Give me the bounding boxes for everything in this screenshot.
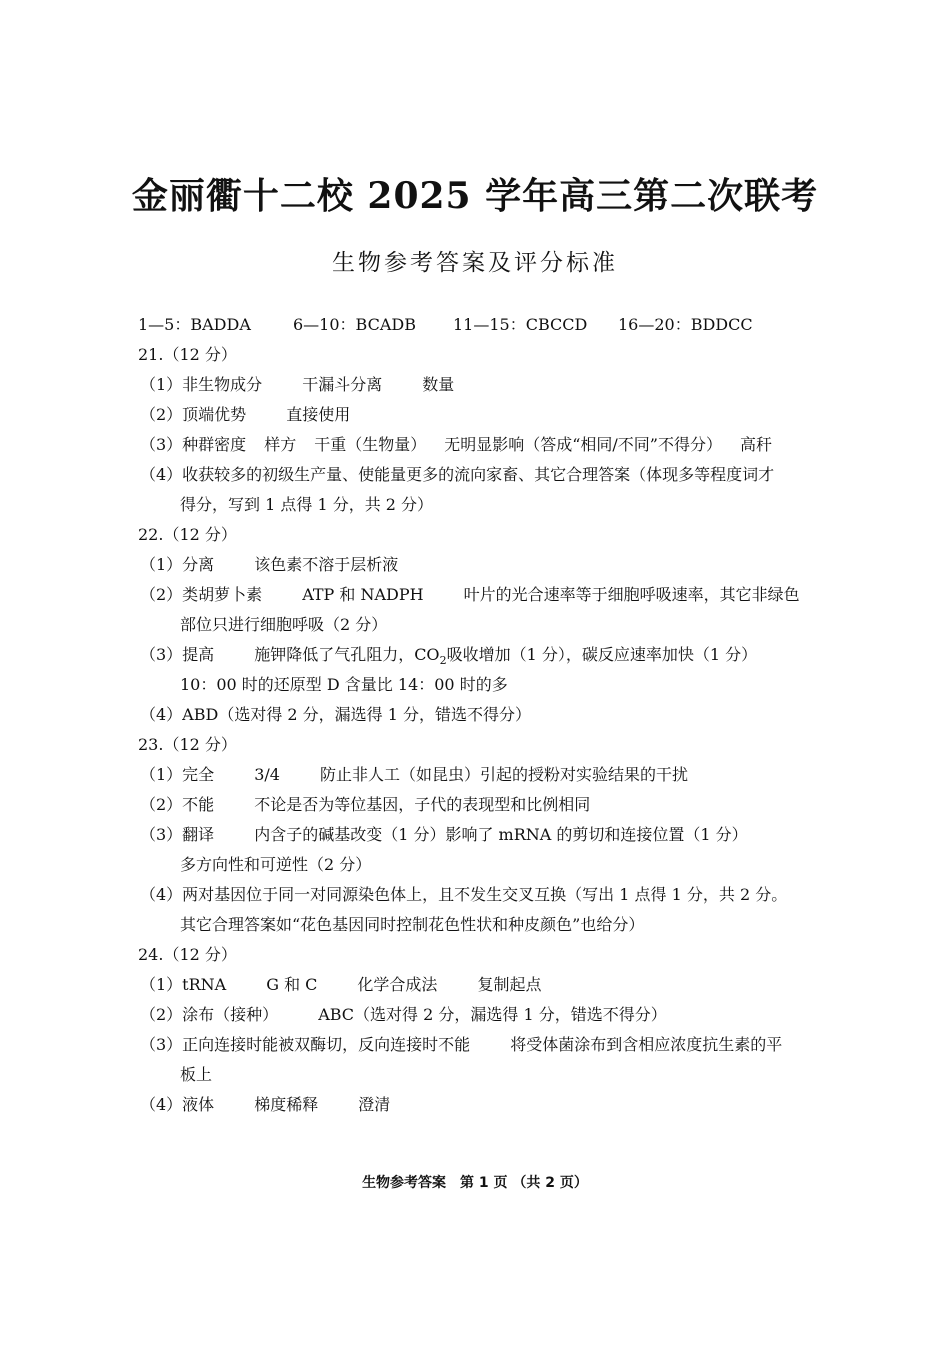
q23-answer-4-line-1: （4）两对基因位于同一对同源染色体上，且不发生交叉互换（写出 1 点得 1 分，共 2 分。 (140, 885, 788, 904)
mcq-group-2: 6—10：BCADB (293, 315, 416, 334)
q22-answer-3: （3）提高 施钾降低了气孔阻力，$CO_2$吸收增加（1 分），碳反应速率加快（1 分） (140, 645, 758, 668)
q22-answer-1: （1）分离 该色素不溶于层析液 (140, 555, 399, 574)
q21-answer-4-line-1: （4）收获较多的初级生产量、使能量更多的流向家畜、其它合理答案（体现多等程度词才 (140, 465, 775, 484)
q21-header: 21.（12 分） (138, 345, 237, 364)
q24-header: 24.（12 分） (138, 945, 237, 964)
q24-answer-3: （3）正向连接时能被双酶切，反向连接时不能 将受体菌涂布到含相应浓度抗生素的平 (140, 1035, 783, 1054)
mcq-answers (138, 310, 838, 340)
q21-answer-3: （3）种群密度 样方 干重（生物量） 无明显影响（答成“相同/不同”不得分） 高秆 (140, 435, 772, 454)
page-footer: 生物参考答案 第 1 页 （共 2 页） (362, 1175, 588, 1191)
q24-answer-4: （4）液体 梯度稀释 澄清 (140, 1095, 391, 1114)
q21-answer-1: （1）非生物成分 干漏斗分离 数量 (140, 375, 455, 394)
mcq-group-4: 16—20：BDDCC (618, 315, 753, 334)
q23-answer-3-line-2: 多方向性和可逆性（2 分） (180, 855, 372, 874)
q23-answer-3: （3）翻译 内含子的碱基改变（1 分）影响了 mRNA 的剪切和连接位置（1 分） (140, 825, 748, 844)
q21-answer-2: （2）顶端优势 直接使用 (140, 405, 351, 424)
mcq-group-1: 1—5：BADDA (138, 315, 251, 334)
q22-answer-4: （4）ABD（选对得 2 分，漏选得 1 分，错选不得分） (140, 705, 532, 724)
q22-answer-2: （2）类胡萝卜素 ATP 和 NADPH 叶片的光合速率等于细胞呼吸速率，其它非绿色 (140, 585, 800, 604)
q23-answer-2: （2）不能 不论是否为等位基因，子代的表现型和比例相同 (140, 795, 591, 814)
q24-answer-3-line-2: 板上 (180, 1065, 213, 1084)
mcq-group-3: 11—15：CBCCD (453, 315, 588, 334)
q24-answer-1: （1）tRNA G 和 C 化学合成法 复制起点 (140, 975, 542, 994)
q24-answer-2: （2）涂布（接种） ABC（选对得 2 分，漏选得 1 分，错选不得分） (140, 1005, 667, 1024)
document-subtitle: 生物参考答案及评分标准 (332, 250, 618, 276)
q22-header: 22.（12 分） (138, 525, 237, 544)
answer-content (138, 310, 838, 1120)
q23-answer-1: （1）完全 3/4 防止非人工（如昆虫）引起的授粉对实验结果的干扰 (140, 765, 688, 784)
q22-answer-3-line-2: 10：00 时的还原型 D 含量比 14：00 时的多 (180, 675, 508, 694)
q23-answer-4-line-2: 其它合理答案如“花色基因同时控制花色性状和种皮颜色”也给分） (180, 915, 645, 934)
q22-answer-2-line-2: 部位只进行细胞呼吸（2 分） (180, 615, 388, 634)
q21-answer-4-line-2: 得分，写到 1 点得 1 分，共 2 分） (180, 495, 434, 514)
document-title: 金丽衢十二校 2025 学年高三第二次联考 (131, 175, 819, 217)
q23-header: 23.（12 分） (138, 735, 237, 754)
